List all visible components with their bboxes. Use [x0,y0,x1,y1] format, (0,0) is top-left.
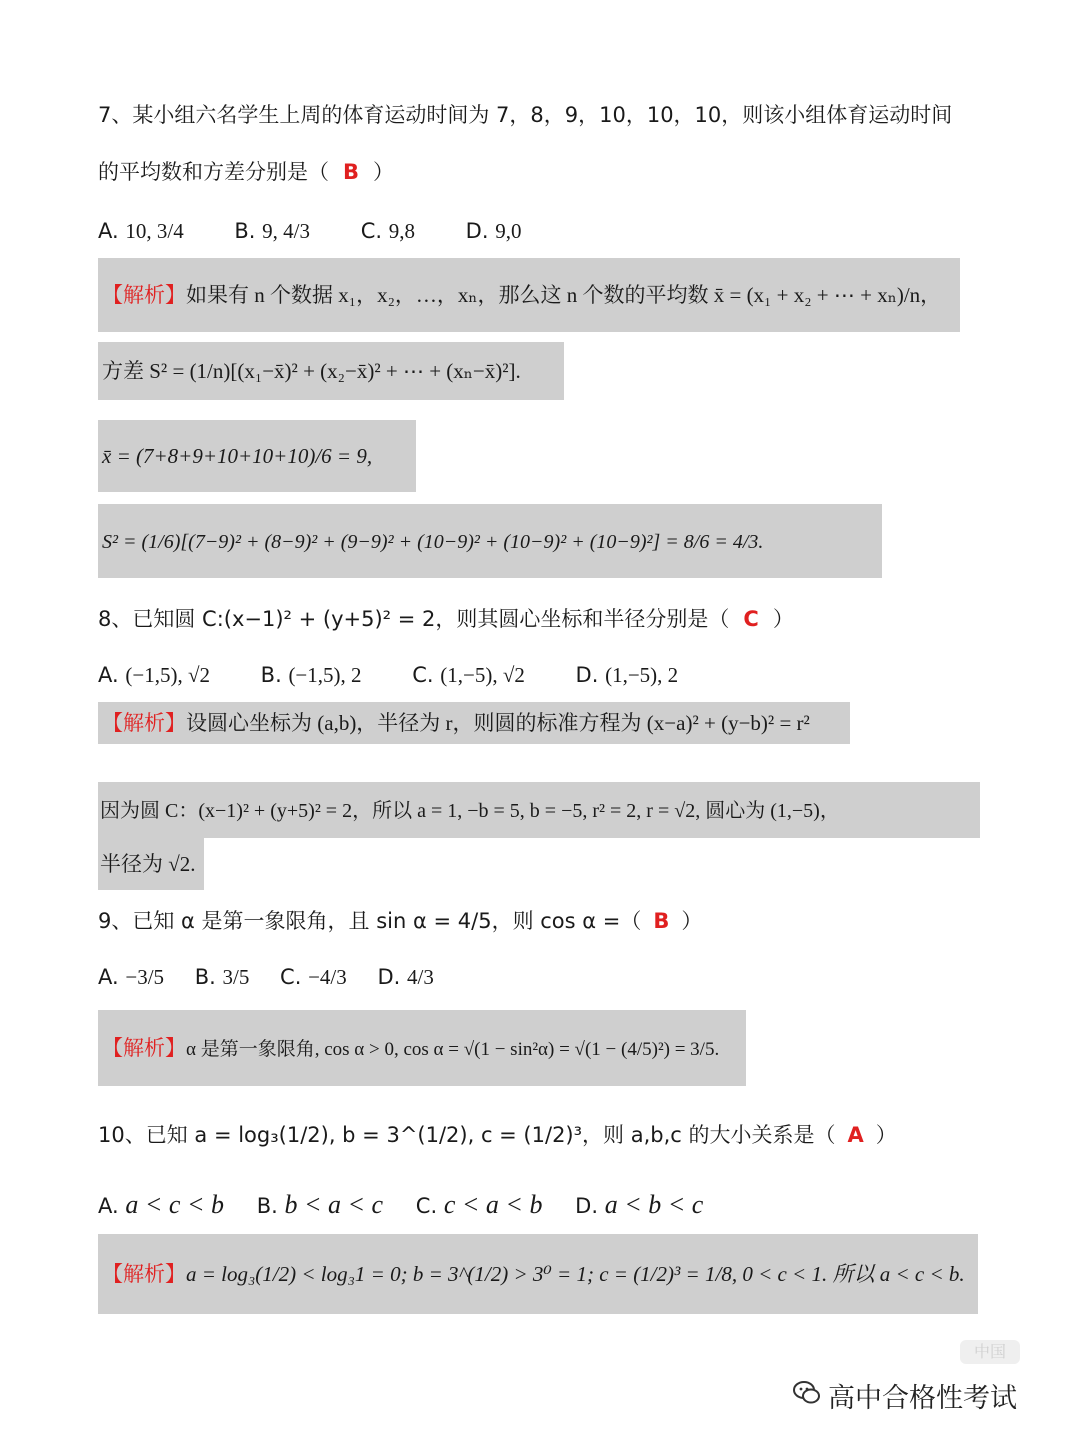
q8-option-a-value: (−1,5), √2 [125,663,210,687]
q10-stem: 10、已知 a = log₃(1/2), b = 3^(1/2), c = (1/2)³，则 a,b,c 的大小关系是（ A ） [98,1123,897,1147]
q9-stem: 9、已知 α 是第一象限角，且 sin α = 4/5，则 cos α =（ B ） [98,909,703,933]
q7-answer: B [343,160,360,184]
q7-analysis-2: 方差 S² = (1/n)[(x₁−x̄)² + (x₂−x̄)² + ⋯ + (xₙ−x̄)²]. [102,359,521,383]
q9-option-c: C. −4/3 [280,965,347,989]
q8-stem-text: 8、已知圆 C:(x−1)² + (y+5)² = 2，则其圆心坐标和半径分别是（ [98,607,730,631]
q9-analysis-tag: 【解析】 [102,1036,186,1060]
watermark: 高中合格性考试 [828,1383,1017,1414]
q10-stem-text: 10、已知 a = log₃(1/2), b = 3^(1/2), c = (1/2)³，则 a,b,c 的大小关系是（ [98,1123,836,1147]
q8-analysis-tag: 【解析】 [102,711,186,735]
q10-analysis-1: a = log₃(1/2) < log₃1 = 0; b = 3^(1/2) > 3⁰ = 1; c = (1/2)³ = 1/8, 0 < c < 1. 所以 a < c < b. [186,1262,965,1286]
q8-analysis-1: 设圆心坐标为 (a,b)，半径为 r，则圆的标准方程为 (x−a)² + (y−b)² = r² [186,711,810,735]
q7-stem-text: 7、某小组六名学生上周的体育运动时间为 7，8，9，10，10，10，则该小组体育运动时间 [98,103,953,127]
q7-option-a-value: 10, 3/4 [125,219,184,243]
q7-option-d-value: 9,0 [495,219,522,243]
q9-analysis-1: α 是第一象限角, cos α > 0, cos α = √(1 − sin²α) = √(1 − (4/5)²) = 3/5. [186,1039,720,1060]
q7-analysis-tag: 【解析】 [102,283,186,307]
q10-option-a-value: a < c < b [125,1190,224,1219]
q7-analysis-3: x̄ = (7+8+9+10+10+10)/6 = 9, [102,444,373,468]
q7-option-d: D. 9,0 [465,219,522,243]
q8-analysis-box-2 [98,782,980,838]
q10-option-c-value: c < a < b [443,1190,543,1219]
q7-analysis-box-3 [98,420,416,492]
q8-options [98,660,722,690]
q7-option-c: C. 9,8 [360,219,415,243]
q10-option-c: C. c < a < b [415,1190,543,1219]
q9-option-d-value: 4/3 [407,965,434,989]
q8-analysis-box-1 [98,702,850,744]
q9-answer: B [653,909,670,933]
q10-answer: A [847,1123,864,1147]
q8-analysis-box-3 [98,838,204,890]
q8-option-a: A. (−1,5), √2 [98,663,210,687]
q9-stem-text: 9、已知 α 是第一象限角，且 sin α = 4/5，则 cos α =（ [98,909,642,933]
q8-option-b: B. (−1,5), 2 [260,663,362,687]
faint-badge: 中国 [960,1340,1020,1364]
q7-option-b-value: 9, 4/3 [262,219,311,243]
q7-analysis-1: 如果有 n 个数据 x₁，x₂，…，xₙ，那么这 n 个数的平均数 x̄ = (x₁ + x₂ + ⋯ + xₙ)/n， [186,283,942,307]
q7-option-c-value: 9,8 [388,219,415,243]
q8-option-d-value: (1,−5), 2 [605,663,679,687]
q10-options [98,1190,729,1221]
q7-analysis-box-4 [98,504,882,578]
q7-analysis-box-1 [98,258,960,332]
q10-option-b-value: b < a < c [284,1190,384,1219]
q10-option-d-value: a < b < c [604,1190,704,1219]
q9-options [98,962,458,992]
q10-option-b: B. b < a < c [256,1190,384,1219]
q7-stem-line2: 的平均数和方差分别是（ B ） [98,160,395,184]
q8-option-c-value: (1,−5), √2 [440,663,525,687]
q7-options [98,206,565,256]
q7-analysis-box-2 [98,342,564,400]
q8-analysis-2: 因为圆 C：(x−1)² + (y+5)² = 2，所以 a = 1, −b = 5, b = −5, r² = 2, r = √2, 圆心为 (1,−5)， [100,800,840,822]
q7-option-b: B. 9, 4/3 [234,219,311,243]
q10-analysis-box [98,1234,978,1314]
q10-option-a: A. a < c < b [98,1190,224,1219]
q9-option-a: A. −3/5 [98,965,165,989]
q7-stem [98,100,952,130]
q10-analysis-tag: 【解析】 [102,1262,186,1286]
q8-option-b-value: (−1,5), 2 [288,663,362,687]
q8-analysis-3: 半径为 √2. [100,852,196,876]
q9-option-a-value: −3/5 [125,965,165,989]
q8-option-d: D. (1,−5), 2 [575,663,679,687]
q8-answer: C [743,607,759,631]
q9-option-b-value: 3/5 [222,965,250,989]
q9-analysis-box [98,1010,746,1086]
q9-option-c-value: −4/3 [308,965,347,989]
q9-option-b: B. 3/5 [194,965,250,989]
q7-analysis-4: S² = (1/6)[(7−9)² + (8−9)² + (9−9)² + (10−9)² + (10−9)² + (10−9)²] = 8/6 = 4/3. [102,531,764,553]
q9-option-d: D. 4/3 [377,965,434,989]
q8-stem: 8、已知圆 C:(x−1)² + (y+5)² = 2，则其圆心坐标和半径分别是（ C ） [98,607,794,631]
wechat-icon [792,1378,822,1408]
q8-option-c: C. (1,−5), √2 [412,663,525,687]
q10-option-d: D. a < b < c [575,1190,704,1219]
q7-option-a: A. 10, 3/4 [98,219,184,243]
